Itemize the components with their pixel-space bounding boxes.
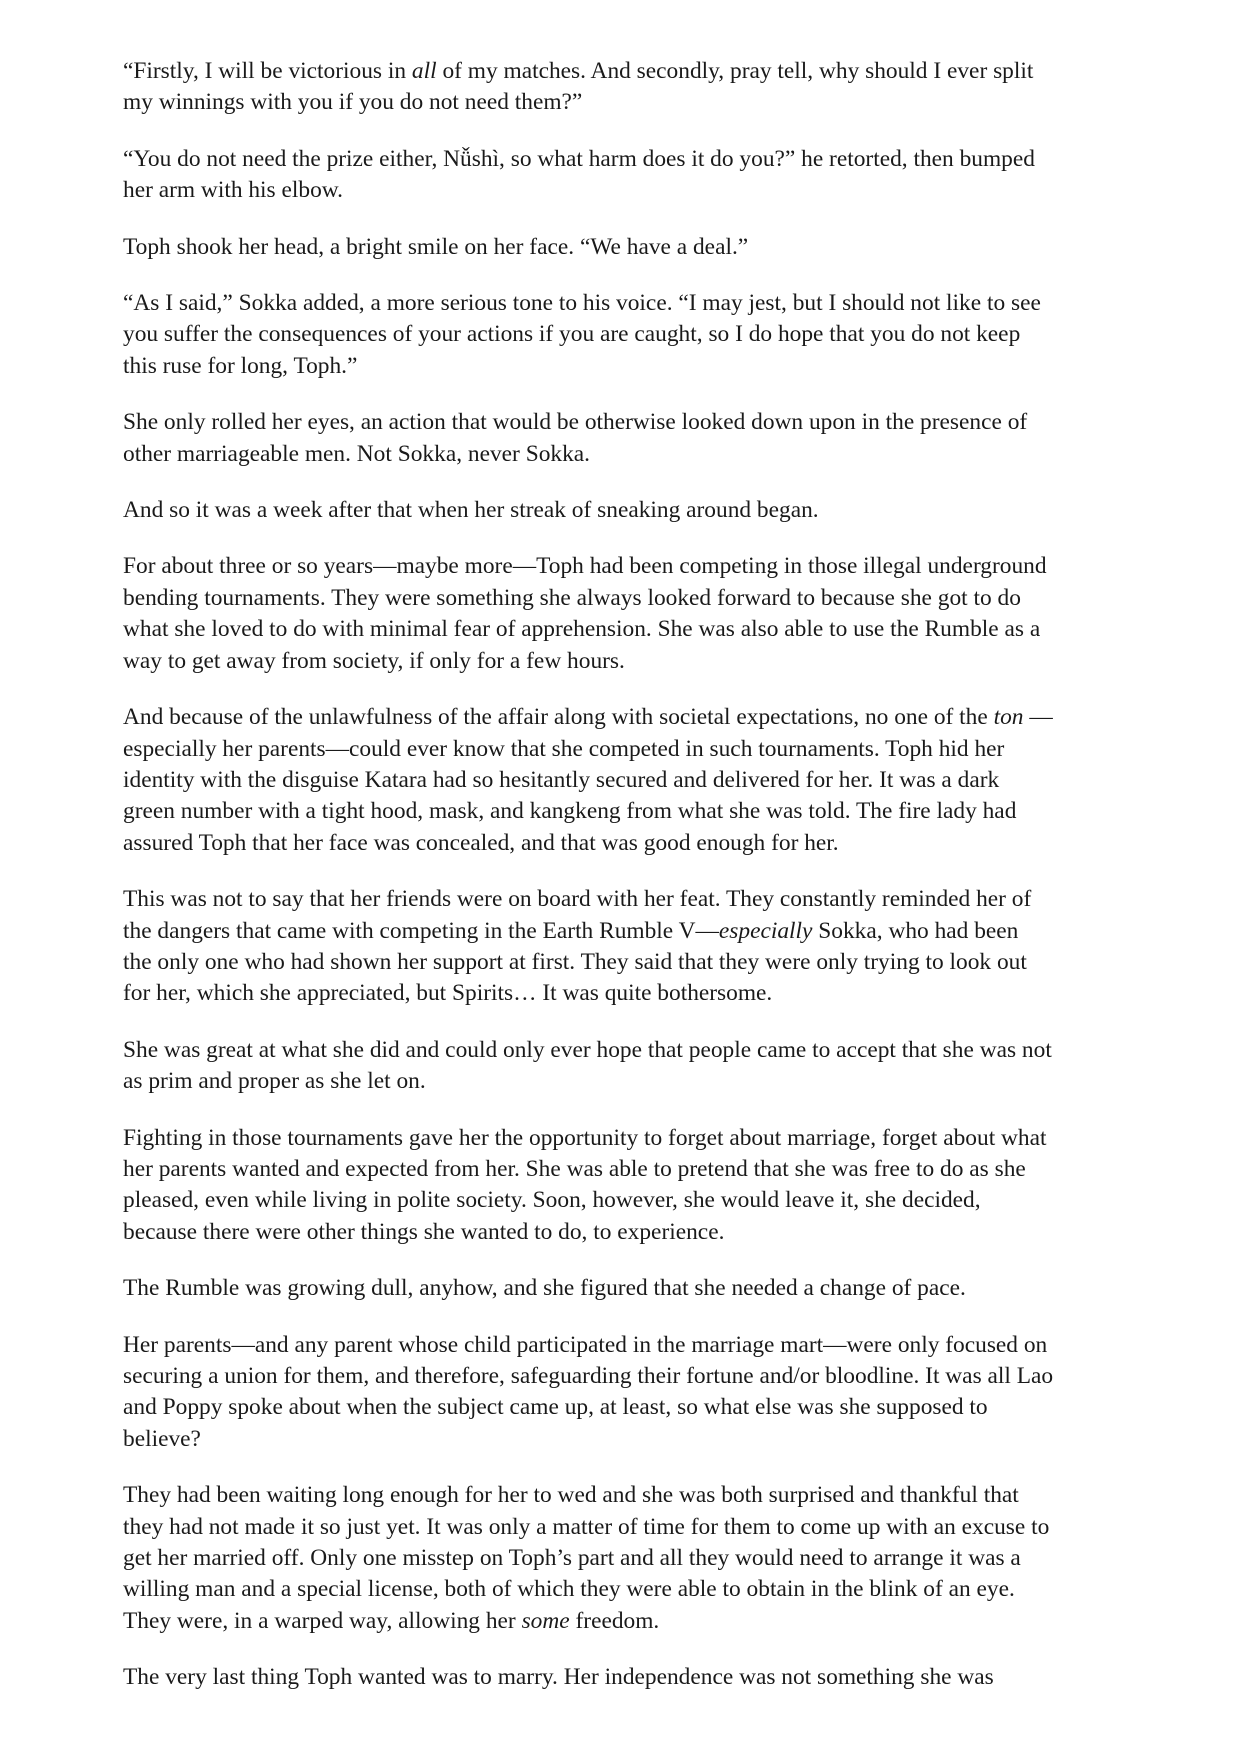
text-segment: securing a union for them, and therefore, safeguarding their fortune and/or bloodline. It was all Lao bbox=[123, 1363, 1054, 1389]
paragraph bbox=[123, 884, 1133, 1010]
text-line bbox=[123, 1424, 1133, 1455]
text-segment: you suffer the consequences of your actions if you are caught, so I do hope that you do not keep bbox=[123, 321, 1021, 348]
text-line bbox=[123, 1123, 1133, 1154]
text-segment: They were, in a warped way, allowing her bbox=[123, 1607, 522, 1634]
text-segment: — bbox=[1023, 704, 1053, 731]
text-segment: other marriageable men. Not Sokka, never Sokka. bbox=[123, 440, 591, 467]
text-line bbox=[123, 796, 1133, 827]
text-line bbox=[123, 646, 1133, 677]
text-line bbox=[123, 87, 1133, 118]
text-segment: Her parents—and any parent whose child participated in the marriage mart—were only focused on bbox=[123, 1331, 1048, 1358]
text-segment: believe? bbox=[123, 1425, 201, 1452]
text-line bbox=[123, 144, 1133, 175]
text-line bbox=[123, 614, 1133, 645]
text-line bbox=[123, 232, 1133, 263]
text-segment: And because of the unlawfulness of the affair along with societal expectations, no one of the bbox=[123, 704, 994, 731]
text-line bbox=[123, 1606, 1133, 1637]
text-line bbox=[123, 734, 1133, 765]
text-line bbox=[123, 1066, 1133, 1097]
paragraph bbox=[123, 56, 1133, 119]
text-segment: they had not made it so just yet. It was only a matter of time for them to come up with an excuse to bbox=[123, 1513, 1050, 1540]
italic-text: especially bbox=[718, 917, 813, 944]
text-segment: They had been waiting long enough for her to wed and she was both surprised and thankful that bbox=[123, 1482, 1019, 1509]
text-segment: pleased, even while living in polite society. Soon, however, she would leave it, she decided, bbox=[123, 1187, 981, 1214]
text-line bbox=[123, 1543, 1133, 1574]
text-segment: of my matches. And secondly, pray tell, why should I ever split bbox=[436, 58, 1034, 84]
text-line bbox=[123, 1574, 1133, 1605]
text-segment: my winnings with you if you do not need them?” bbox=[123, 89, 583, 116]
text-line bbox=[123, 1273, 1133, 1304]
paragraph bbox=[123, 407, 1133, 470]
text-line bbox=[123, 1480, 1133, 1511]
text-segment: what she loved to do with minimal fear of apprehension. She was also able to use the Rumble as a bbox=[123, 616, 1041, 643]
text-line bbox=[123, 439, 1133, 470]
text-segment: freedom. bbox=[569, 1607, 660, 1634]
paragraph bbox=[123, 702, 1133, 859]
text-line bbox=[123, 407, 1133, 438]
text-segment: and Poppy spoke about when the subject came up, at least, so what else was she supposed to bbox=[123, 1394, 988, 1421]
text-line bbox=[123, 947, 1133, 978]
text-line bbox=[123, 351, 1133, 382]
text-line bbox=[123, 288, 1133, 319]
text-line bbox=[123, 1185, 1133, 1216]
text-segment: This was not to say that her friends were on board with her feat. They constantly reminded her of bbox=[123, 886, 1032, 913]
text-segment: She only rolled her eyes, an action that would be otherwise looked down upon in the presence of bbox=[123, 409, 1028, 436]
text-segment: this ruse for long, Toph.” bbox=[123, 352, 358, 379]
text-segment: Toph shook her head, a bright smile on her face. “We have a deal.” bbox=[123, 233, 749, 260]
text-segment: “You do not need the prize either, Nǚshì, so what harm does it do you?” he retorted, then bumped bbox=[123, 145, 1035, 172]
text-segment: identity with the disguise Katara had so hesitantly secured and delivered for her. It was a dark bbox=[123, 766, 1000, 793]
text-segment: because there were other things she wanted to do, to experience. bbox=[123, 1218, 725, 1245]
paragraph bbox=[123, 288, 1133, 382]
text-segment: The very last thing Toph wanted was to marry. Her independence was not something she was bbox=[123, 1664, 994, 1691]
text-segment: the dangers that came with competing in the Earth Rumble V— bbox=[123, 917, 719, 944]
text-line bbox=[123, 916, 1133, 947]
italic-text: some bbox=[521, 1607, 570, 1634]
text-line bbox=[123, 175, 1133, 206]
text-line bbox=[123, 1035, 1133, 1066]
text-segment: her arm with his elbow. bbox=[123, 177, 343, 204]
text-segment: For about three or so years—maybe more—Toph had been competing in those illegal underground bbox=[123, 553, 1047, 580]
text-segment: Fighting in those tournaments gave her the opportunity to forget about marriage, forget about what bbox=[123, 1124, 1047, 1151]
paragraph bbox=[123, 1123, 1133, 1249]
paragraph bbox=[123, 232, 1133, 263]
text-line bbox=[123, 56, 1133, 87]
paragraph bbox=[123, 1662, 1133, 1693]
document-page bbox=[123, 56, 1133, 1719]
text-line bbox=[123, 583, 1133, 614]
text-line bbox=[123, 1154, 1133, 1185]
text-line bbox=[123, 1217, 1133, 1248]
paragraph bbox=[123, 551, 1133, 677]
text-line bbox=[123, 884, 1133, 915]
text-line bbox=[123, 1662, 1133, 1693]
text-segment: “Firstly, I will be victorious in bbox=[123, 58, 412, 84]
text-segment: The Rumble was growing dull, anyhow, and she figured that she needed a change of pace. bbox=[123, 1275, 966, 1302]
text-line bbox=[123, 551, 1133, 582]
paragraph bbox=[123, 1035, 1133, 1098]
text-line bbox=[123, 1392, 1133, 1423]
paragraph bbox=[123, 144, 1133, 207]
text-line bbox=[123, 765, 1133, 796]
text-line bbox=[123, 1330, 1133, 1361]
paragraph bbox=[123, 1330, 1133, 1456]
text-line bbox=[123, 702, 1133, 733]
text-line bbox=[123, 319, 1133, 350]
italic-text: all bbox=[411, 58, 437, 84]
text-segment: green number with a tight hood, mask, and kangkeng from what she was told. The fire lady had bbox=[123, 798, 1017, 825]
text-segment: the only one who had shown her support at first. They said that they were only trying to look out bbox=[123, 948, 1027, 975]
text-segment: especially her parents—could ever know that she competed in such tournaments. Toph hid her bbox=[123, 735, 1005, 762]
text-line bbox=[123, 978, 1133, 1009]
text-segment: “As I said,” Sokka added, a more serious tone to his voice. “I may jest, but I should not like to see bbox=[123, 290, 1041, 317]
text-segment: as prim and proper as she let on. bbox=[123, 1068, 426, 1095]
text-line bbox=[123, 495, 1133, 526]
text-line bbox=[123, 828, 1133, 859]
paragraph bbox=[123, 1480, 1133, 1637]
text-segment: get her married off. Only one misstep on Toph’s part and all they would need to arrange it was a bbox=[123, 1545, 1021, 1572]
text-segment: way to get away from society, if only for a few hours. bbox=[123, 647, 625, 674]
text-segment: willing man and a special license, both of which they were able to obtain in the blink of an eye. bbox=[123, 1576, 1015, 1603]
text-segment: She was great at what she did and could only ever hope that people came to accept that she was not bbox=[123, 1036, 1052, 1063]
paragraph bbox=[123, 1273, 1133, 1304]
text-segment: Sokka, who had been bbox=[812, 917, 1019, 944]
text-segment: And so it was a week after that when her streak of sneaking around began. bbox=[123, 497, 819, 524]
text-line bbox=[123, 1361, 1133, 1392]
text-line bbox=[123, 1512, 1133, 1543]
text-segment: bending tournaments. They were something she always looked forward to because she got to do bbox=[123, 584, 1021, 611]
text-segment: for her, which she appreciated, but Spirits… It was quite bothersome. bbox=[123, 980, 773, 1007]
text-segment: assured Toph that her face was concealed, and that was good enough for her. bbox=[123, 829, 839, 856]
paragraph bbox=[123, 495, 1133, 526]
text-segment: her parents wanted and expected from her. She was able to pretend that she was free to do as she bbox=[123, 1155, 1026, 1182]
italic-text: ton bbox=[993, 704, 1024, 731]
